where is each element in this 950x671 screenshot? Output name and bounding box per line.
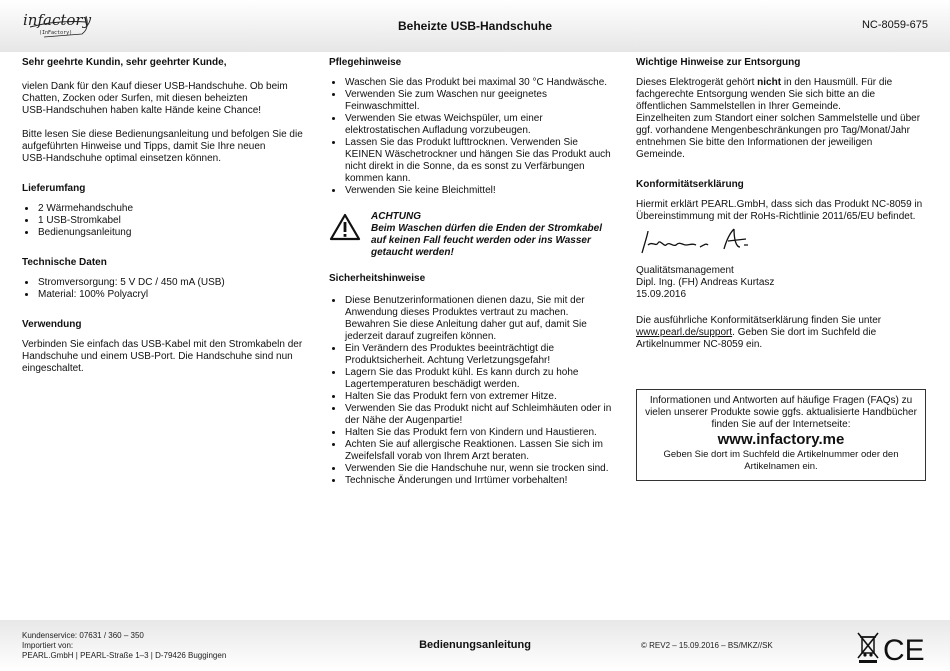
article-code: NC-8059-675 [861,19,928,31]
warning-text [371,211,621,259]
faq-url[interactable]: www.infactory.me [717,431,845,448]
disposal-text: Dieses Elektrogerät gehört nicht in den Hausmüll. Für die fachgerechte Entsorgung wenden Sie sich bitte an die öffentlichen Sammelstellen in Ihrer Gemeinde. Einzelheiten zum Standort einer solchen Sammelstelle und über ggf. vorhandene Mengenbeschränkungen pro Tag/Monat/Jahr entnehmen Sie bitte den Informationen der jeweiligen Gemeinde. [636,77,921,160]
svg-text:infactory: infactory [23,11,92,29]
greeting: Sehr geehrte Kundin, sehr geehrter Kunde, [22,57,227,68]
list-item: • Verwenden Sie keine Bleichmittel! [344,185,619,197]
use-text: Verbinden Sie einfach das USB-Kabel mit den Stromkabeln der Handschuhe und einem USB-Port. Die Handschuhe sind nun eingeschaltet. [22,339,303,374]
list-item: • Stromversorgung: 5 V DC / 450 mA (USB) [37,277,312,289]
list-item: • Verwenden Sie das Produkt nicht auf Schleimhäuten oder in der Nähe der Augenpartie! [344,403,619,427]
care-list [329,77,619,197]
faq-box [636,389,926,481]
footer-title: Bedienungsanleitung [419,639,531,651]
warning-title: ACHTUNG [371,211,421,222]
disposal-heading: Wichtige Hinweise zur Entsorgung [636,57,801,68]
list-item: • Halten Sie das Produkt fern von extremer Hitze. [344,391,619,403]
column-right [636,57,926,481]
support-link[interactable]: www.pearl.de/support [636,327,733,338]
signer-block: Qualitätsmanagement Dipl. Ing. (FH) Andreas Kurtasz 15.09.2016 [636,265,775,300]
list-item: • Lagern Sie das Produkt kühl. Es kann durch zu hohe Lagertemperaturen beschädigt werden. [344,367,619,391]
list-item: • Technische Änderungen und Irrtümer vorbehalten! [344,475,619,487]
conformity-text: Hiermit erklärt PEARL.GmbH, dass sich das Produkt NC-8059 in Übereinstimmung mit der RoHs-Richtlinie 2011/65/EU befindet. [636,199,923,222]
page-header [0,0,950,52]
list-item: • 1 USB-Stromkabel [37,215,312,227]
column-middle [329,57,619,487]
scope-list [22,203,312,239]
list-item: • Verwenden Sie die Handschuhe nur, wenn sie trocken sind. [344,463,619,475]
list-item: • Halten Sie das Produkt fern von Kindern und Haustieren. [344,427,619,439]
page-footer [0,620,950,671]
warning-body: Beim Waschen dürfen die Enden der Stromkabel auf keinen Fall feucht werden oder ins Wasser getaucht werden! [371,223,602,258]
list-item: • 2 Wärmehandschuhe [37,203,312,215]
care-heading: Pflegehinweise [329,57,402,68]
service-info: Kundenservice: 07631 / 360 – 350 Importiert von: PEARL.GmbH | PEARL-Straße 1–3 | D-79426 Buggingen [22,631,227,660]
tech-list [22,277,312,301]
list-item: • Waschen Sie das Produkt bei maximal 30 °C Handwäsche. [344,77,619,89]
weee-bin-icon [858,633,878,663]
list-item: • Bedienungsanleitung [37,227,312,239]
intro-text: vielen Dank für den Kauf dieser USB-Handschuhe. Ob beim Chatten, Zocken oder Surfen, mit diesen beheizten USB-Handschuhen haben kalte Hände keine Chance! [22,81,288,116]
revision-info: © REV2 – 15.09.2016 – BS/MKZ//SK [641,641,773,650]
use-heading: Verwendung [22,319,82,330]
intro-text-2: Bitte lesen Sie diese Bedienungsanleitung und befolgen Sie die aufgeführten Hinweise und Tipps, damit Sie Ihre neuen USB-Handschuhe optimal einsetzen können. [22,129,303,164]
warning-block [329,211,619,259]
tech-heading: Technische Daten [22,257,107,268]
list-item: • Verwenden Sie zum Waschen nur geeignetes Feinwaschmittel. [344,89,619,113]
svg-text:(InFactory): (InFactory) [39,30,73,36]
faq-text: Informationen und Antworten auf häufige Fragen (FAQs) zu vielen unserer Produkte sowie ggfs. aktualisierte Handbücher finden Sie auf der Internetseite: [645,395,917,430]
conformity-heading: Konformitätserklärung [636,179,744,190]
list-item: • Achten Sie auf allergische Reaktionen. Lassen Sie sich im Zweifelsfall vorab von Ihrem Arzt beraten. [344,439,619,463]
list-item: • Lassen Sie das Produkt lufttrocknen. Verwenden Sie KEINEN Wäschetrockner und hängen Sie das Produkt auch nicht direkt in die Sonne, da es sonst zu Verfärbungen kommen kann. [344,137,619,185]
list-item: • Verwenden Sie etwas Weichspüler, um einer elektrostatischen Aufladung vorzubeugen. [344,113,619,137]
signature [636,225,766,261]
scope-heading: Lieferumfang [22,183,86,194]
compliance-marks [856,631,928,665]
list-item: • Material: 100% Polyacryl [37,289,312,301]
faq-note: Geben Sie dort im Suchfeld die Artikelnummer oder den Artikelnamen ein. [663,449,899,472]
safety-heading: Sicherheitshinweise [329,273,426,284]
column-left [22,57,312,375]
list-item: • Ein Verändern des Produktes beeinträchtigt die Produktsicherheit. Achtung Verletzungsgefahr! [344,343,619,367]
full-declaration-text: Die ausführliche Konformitätserklärung finden Sie unter www.pearl.de/support. Geben Sie dort im Suchfeld die Artikelnummer NC-8059 ein. [636,315,882,350]
ce-mark-icon: CE [883,634,925,665]
warning-icon [329,213,361,241]
safety-list [329,295,619,487]
document-title: Beheizte USB-Handschuhe [397,19,553,33]
list-item: • Diese Benutzerinformationen dienen dazu, Sie mit der Anwendung dieses Produktes vertraut zu machen. Bewahren Sie diese Anleitung daher gut auf, damit Sie jederzeit darauf zugreifen können. [344,295,619,343]
